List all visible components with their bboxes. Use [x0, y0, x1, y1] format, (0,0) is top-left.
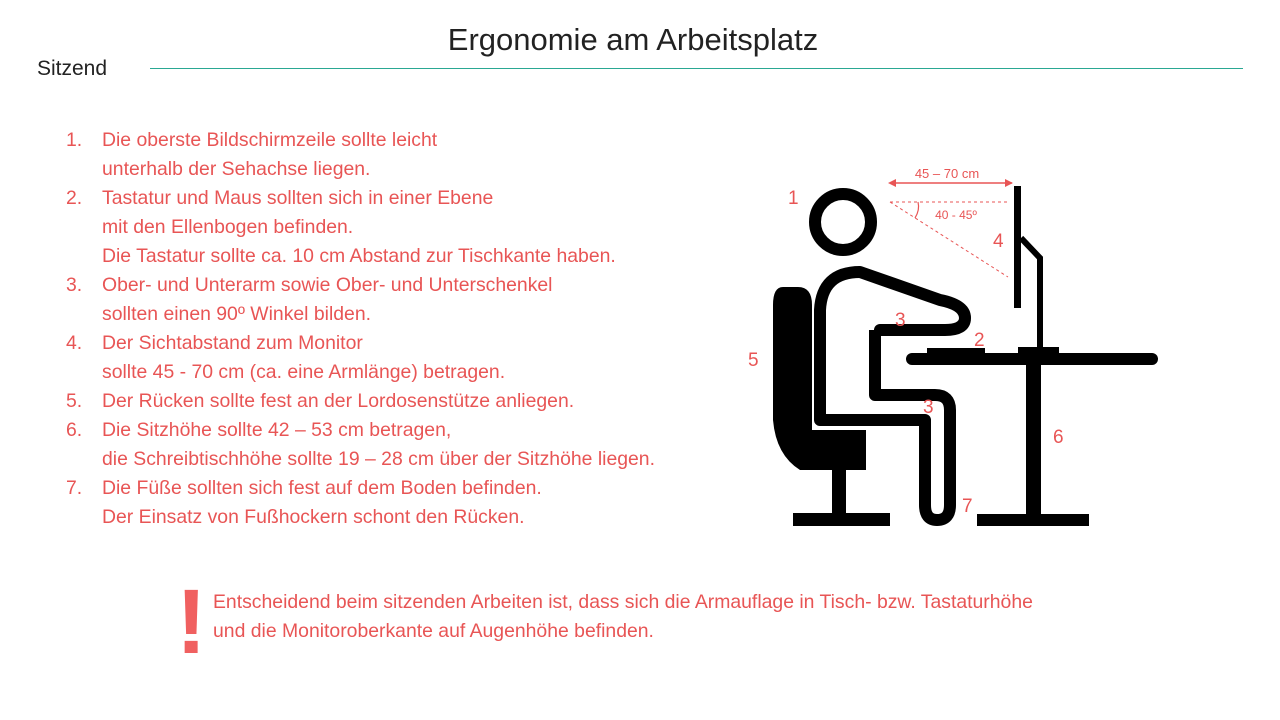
marker-2: 2 [974, 330, 985, 351]
sitting-posture-figure [740, 160, 1190, 540]
desk-foot [977, 514, 1089, 526]
marker-1: 1 [788, 188, 799, 209]
rule-item-5 [66, 387, 655, 416]
rule-text: Der Einsatz von Fußhockern schont den Rücken. [102, 506, 525, 528]
distance-arrowhead-left [888, 179, 896, 187]
monitor-screen [1014, 186, 1021, 308]
marker-6: 6 [1053, 427, 1064, 448]
rule-text: Die Sitzhöhe sollte 42 – 53 cm betragen, [102, 419, 452, 441]
rule-item-1 [66, 126, 655, 184]
desk-leg [1026, 363, 1041, 518]
rule-number: 4. [66, 332, 83, 354]
rule-text: Die Tastatur sollte ca. 10 cm Abstand zur Tischkante haben. [102, 245, 616, 267]
note-line: und die Monitoroberkante auf Augenhöhe befinden. [213, 620, 654, 642]
rule-item-2 [66, 184, 655, 271]
marker-7: 7 [962, 496, 973, 517]
rule-text: Der Sichtabstand zum Monitor [102, 332, 363, 354]
rule-number: 2. [66, 187, 83, 209]
distance-arrowhead-right [1005, 179, 1013, 187]
exclamation-icon: ! [176, 571, 207, 673]
rule-item-7 [66, 474, 655, 532]
rule-number: 1. [66, 129, 83, 151]
rule-text: mit den Ellenbogen befinden. [102, 216, 354, 238]
rule-text: Der Rücken sollte fest an der Lordosenstütze anliegen. [102, 390, 575, 412]
important-note [213, 588, 1033, 646]
rule-text: Die oberste Bildschirmzeile sollte leicht [102, 129, 438, 151]
title-divider [150, 68, 1243, 69]
rule-number: 7. [66, 477, 83, 499]
note-line: Entscheidend beim sitzenden Arbeiten ist, dass sich die Armauflage in Tisch- bzw. Tastaturhöhe [213, 591, 1033, 613]
marker-4: 4 [993, 231, 1004, 252]
rule-item-6 [66, 416, 655, 474]
rule-text: sollten einen 90º Winkel bilden. [102, 303, 372, 325]
rule-item-4 [66, 329, 655, 387]
ergonomic-rules-list [66, 126, 655, 532]
chair-leg [832, 468, 846, 516]
rule-item-3 [66, 271, 655, 329]
monitor-base [1018, 347, 1059, 353]
rule-text: Tastatur und Maus sollten sich in einer Ebene [102, 187, 494, 209]
monitor-stand [1021, 238, 1040, 348]
rule-number: 5. [66, 390, 83, 412]
head-icon [815, 194, 871, 250]
marker-3-arm: 3 [895, 310, 906, 331]
angle-arc [915, 202, 919, 218]
rule-number: 6. [66, 419, 83, 441]
angle-label: 40 - 45º [935, 208, 977, 222]
rule-text: Ober- und Unterarm sowie Ober- und Unterschenkel [102, 274, 553, 296]
section-subtitle: Sitzend [37, 57, 108, 80]
page-title: Ergonomie am Arbeitsplatz [447, 22, 819, 57]
rule-text: Die Füße sollten sich fest auf dem Boden befinden. [102, 477, 542, 499]
marker-5: 5 [748, 350, 759, 371]
marker-3-leg: 3 [923, 397, 934, 418]
chair-base [793, 513, 890, 526]
distance-label: 45 – 70 cm [914, 166, 980, 181]
arm-outline [860, 272, 965, 330]
rule-number: 3. [66, 274, 83, 296]
rule-text: sollte 45 - 70 cm (ca. eine Armlänge) betragen. [102, 361, 506, 383]
workstation-illustration [740, 160, 1190, 540]
rule-text: die Schreibtischhöhe sollte 19 – 28 cm über der Sitzhöhe liegen. [102, 448, 655, 470]
rule-text: unterhalb der Sehachse liegen. [102, 158, 371, 180]
